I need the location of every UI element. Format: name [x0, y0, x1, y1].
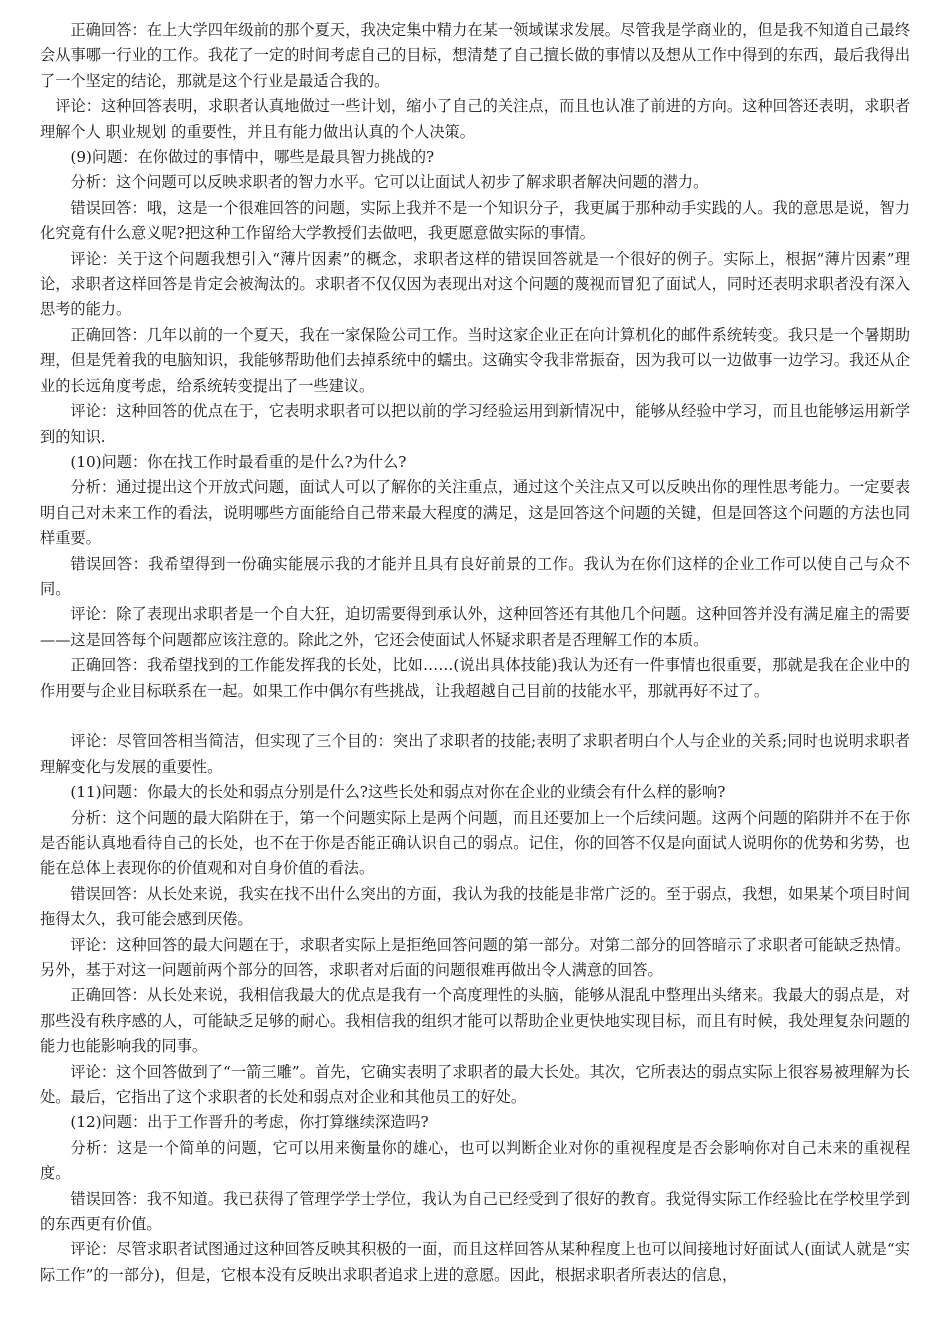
paragraph-comment-12: 评论：尽管求职者试图通过这种回答反映其积极的一面，而且这样回答从某种程度上也可以间接地讨好面试人(面试人就是“实际工作”的一部分)，但是，它根本没有反映出求职者追求上进的意愿。因此，根据求职者所表达的信息，	[40, 1240, 910, 1284]
paragraph-answer-wrong-10: 错误回答：我希望得到一份确实能展示我的才能并且具有良好前景的工作。我认为在你们这样的企业工作可以使自己与众不同。	[40, 554, 910, 598]
paragraph-analysis-12: 分析：这是一个简单的问题，它可以用来衡量你的雄心，也可以判断企业对你的重视程度是否会影响你对自己未来的重视程度。	[40, 1138, 910, 1183]
paragraph-comment-9a: 评论：关于这个问题我想引入“薄片因素”的概念，求职者这样的错误回答就是一个很好的例子。实际上，根据“薄片因素”理论，求职者这样回答是肯定会被淘汰的。求职者不仅仅因为表现出对这个问题的蔑视而冒犯了面试人，同时还表明求职者没有深入思考的能力。	[40, 249, 910, 319]
paragraph-comment-11a: 评论：这种回答的最大问题在于，求职者实际上是拒绝回答问题的第一部分。对第二部分的回答暗示了求职者可能缺乏热情。另外，基于对这一问题前两个部分的回答，求职者对后面的问题很难再做出令人满意的回答。	[40, 935, 910, 980]
paragraph-answer-correct-11: 正确回答：从长处来说，我相信我最大的优点是我有一个高度理性的头脑，能够从混乱中整理出头绪来。我最大的弱点是，对那些没有秩序感的人，可能缺乏足够的耐心。我相信我的组织才能可以帮助企业更快地实现目标，而且有时候，我处理复杂问题的能力也能影响我的同事。	[40, 986, 910, 1056]
paragraph-answer-correct-9: 正确回答：几年以前的一个夏天，我在一家保险公司工作。当时这家企业正在向计算机化的邮件系统转变。我只是一个暑期助理，但是凭着我的电脑知识，我能够帮助他们去掉系统中的蠕虫。这确实令我非常振奋，因为我可以一边做事一边学习。我还从企业的长远角度考虑，给系统转变提出了一些建议。	[40, 325, 910, 395]
paragraph-question-10: (10)问题：你在找工作时最看重的是什么?为什么?	[70, 452, 407, 471]
paragraph-answer-correct-10: 正确回答：我希望找到的工作能发挥我的长处，比如……(说出具体技能)我认为还有一件事情也很重要，那就是我在企业中的作用要与企业目标联系在一起。如果工作中偶尔有些挑战，让我超越自己目前的技能水平，那就再好不过了。	[40, 656, 910, 700]
paragraph-answer-wrong-9: 错误回答：哦，这是一个很难回答的问题，实际上我并不是一个知识分子，我更属于那种动手实践的人。我的意思是说，智力化究竟有什么意义呢?把这种工作留给大学教授们去做吧，我更愿意做实际的事情。	[40, 198, 910, 243]
paragraph-comment-9b: 评论：这种回答的优点在于，它表明求职者可以把以前的学习经验运用到新情况中，能够从经验中学习，而且也能够运用新学到的知识.	[40, 402, 910, 446]
paragraph-analysis-9: 分析：这个问题可以反映求职者的智力水平。它可以让面试人初步了解求职者解决问题的潜力。	[70, 173, 709, 192]
paragraph-question-9: (9)问题：在你做过的事情中，哪些是最具智力挑战的?	[70, 148, 435, 167]
paragraph-answer-wrong-12: 错误回答：我不知道。我已获得了管理学学士学位，我认为自己已经受到了很好的教育。我觉得实际工作经验比在学校里学到的东西更有价值。	[40, 1189, 910, 1234]
paragraph-question-11: (11)问题：你最大的长处和弱点分别是什么?这些长处和弱点对你在企业的业绩会有什么样的影响?	[70, 783, 726, 802]
paragraph-answer-correct-8: 正确回答：在上大学四年级前的那个夏天，我决定集中精力在某一领域谋求发展。尽管我是学商业的，但是我不知道自己最终会从事哪一行业的工作。我花了一定的时间考虑自己的目标，想清楚了自己擅长做的事情以及想从工作中得到的东西，最后我得出了一个坚定的结论，那就是这个行业是最适合我的。	[40, 21, 910, 90]
paragraph-analysis-10: 分析：通过提出这个开放式问题，面试人可以了解你的关注重点，通过这个关注点又可以反映出你的理性思考能力。一定要表明自己对未来工作的看法，说明哪些方面能给自己带来最大程度的满足，这是回答这个问题的关键，但是回答这个问题的方法也同样重要。	[40, 478, 910, 548]
blank-line	[40, 704, 910, 729]
paragraph-comment-10a: 评论：除了表现出求职者是一个自大狂，迫切需要得到承认外，这种回答还有其他几个问题。这种回答并没有满足雇主的需要——这是回答每个问题都应该注意的。除此之外，它还会使面试人怀疑求职者是否理解工作的本质。	[40, 605, 910, 649]
paragraph-analysis-11: 分析：这个问题的最大陷阱在于，第一个问题实际上是两个问题，而且还要加上一个后续问题。这两个问题的陷阱并不在于你是否能认真地看待自己的长处，也不在于你是否能正确认识自己的弱点。记住，你的回答不仅是向面试人说明你的优势和劣势，也能在总体上表现你的价值观和对自身价值的看法。	[40, 808, 910, 878]
paragraph-answer-wrong-11: 错误回答：从长处来说，我实在找不出什么突出的方面，我认为我的技能是非常广泛的。至于弱点，我想，如果某个项目时间拖得太久，我可能会感到厌倦。	[40, 884, 910, 929]
paragraph-comment-10b: 评论：尽管回答相当简洁，但实现了三个目的：突出了求职者的技能;表明了求职者明白个人与企业的关系;同时也说明求职者理解变化与发展的重要性。	[40, 732, 910, 776]
document-page	[40, 18, 910, 1288]
paragraph-question-12: (12)问题：出于工作晋升的考虑，你打算继续深造吗?	[70, 1113, 429, 1132]
paragraph-comment-11b: 评论：这个回答做到了“一箭三雕”。首先，它确实表明了求职者的最大长处。其次，它所表达的弱点实际上很容易被理解为长处。最后，它指出了这个求职者的长处和弱点对企业和其他员工的好处。	[40, 1062, 910, 1107]
paragraph-comment-8: 评论：这种回答表明，求职者认真地做过一些计划，缩小了自己的关注点，而且也认准了前进的方向。这种回答还表明，求职者理解个人 职业规划 的重要性，并且有能力做出认真的个人决策。	[40, 97, 910, 141]
